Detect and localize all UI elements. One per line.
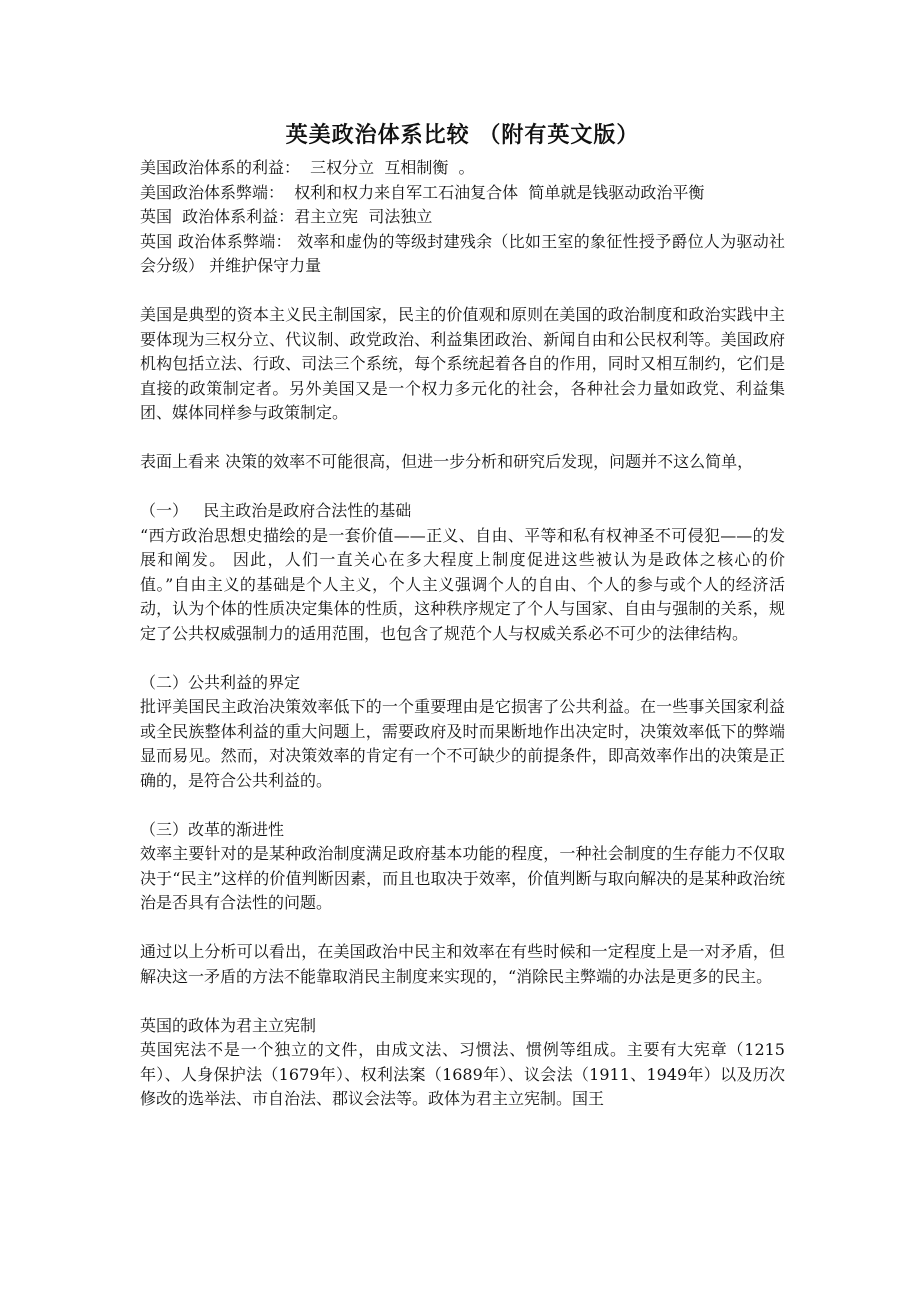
section1-body: “西方政治思想史描绘的是一套价值——正义、自由、平等和私有权神圣不可侵犯——的发展和阐发。 因此，人们一直关心在多大程度上制度促进这些被认为是政体之核心的价值。”自由主义的基础是个人主义，个人主义强调个人的自由、个人的参与或个人的经济活动，认为个体的性质决定集体的性质，这种秩序规定了个人与国家、自由与强制的关系，规定了公共权威强制力的适用范围，也包含了规范个人与权威关系必不可少的法律结构。 (140, 525, 785, 643)
spacer (140, 646, 785, 671)
summary-uk-drawbacks: 英国 政治体系弊端： 效率和虚伪的等级封建残余（比如王室的象征性授予爵位人为驱动社会分级） 并维护保守力量 (140, 231, 785, 275)
document-title: 英美政治体系比较 （附有英文版） (285, 123, 640, 148)
section3-heading: （三）改革的渐进性 (140, 819, 285, 839)
summary-uk-benefits: 英国 政治体系利益：君主立宪 司法独立 (140, 207, 433, 226)
spacer (140, 426, 785, 451)
uk-section-heading: 英国的政体为君主立宪制 (140, 1015, 317, 1035)
section3-body: 效率主要针对的是某种政治制度满足政府基本功能的程度，一种社会制度的生存能力不仅取决于“民主”这样的价值判断因素，而且也取决于效率，价值判断与取向解决的是某种政治统治是否具有合法性的问题。 (140, 844, 785, 912)
summary-us-benefits: 美国政治体系的利益： 三权分立 互相制衡 。 (140, 158, 475, 177)
document-page (140, 118, 785, 1112)
summary-us-drawbacks: 美国政治体系弊端： 权利和权力来自军工石油复合体 简单就是钱驱动政治平衡 (140, 182, 705, 202)
section1-heading: （一） 民主政治是政府合法性的基础 (140, 501, 412, 520)
spacer (140, 989, 785, 1014)
spacer (140, 793, 785, 818)
section2-body: 批评美国民主政治决策效率低下的一个重要理由是它损害了公共利益。在一些事关国家利益或全民族整体利益的重大问题上，需要政府及时而果断地作出决定时，决策效率低下的弊端显而易见。然而，对决策效率的肯定有一个不可缺少的前提条件，即高效率作出的决策是正确的，是符合公共利益的。 (140, 697, 785, 790)
conclusion-paragraph: 通过以上分析可以看出，在美国政治中民主和效率在有些时候和一定程度上是一对矛盾，但解决这一矛盾的方法不能靠取消民主制度来实现的，“消除民主弊端的办法是更多的民主。 (140, 942, 785, 986)
spacer (140, 475, 785, 500)
uk-section-body: 英国宪法不是一个独立的文件，由成文法、习惯法、惯例等组成。主要有大宪章（1215年）、人身保护法（1679年）、权利法案（1689年）、议会法（1911、1949年）以及历次修改的选举法、市自治法、郡议会法等。政体为君主立宪制。国王 (140, 1040, 785, 1108)
section2-heading: （二）公共利益的界定 (140, 672, 301, 692)
intro-paragraph: 美国是典型的资本主义民主制国家，民主的价值观和原则在美国的政治制度和政治实践中主要体现为三权分立、代议制、政党政治、利益集团政治、新闻自由和公民权利等。美国政府机构包括立法、行政、司法三个系统，每个系统起着各自的作用，同时又相互制约，它们是直接的政策制定者。另外美国又是一个权力多元化的社会，各种社会力量如政党、利益集团、媒体同样参与政策制定。 (140, 305, 785, 422)
spacer (140, 916, 785, 941)
surface-paragraph: 表面上看来 决策的效率不可能很高，但进一步分析和研究后发现，问题并不这么简单， (140, 452, 754, 471)
spacer (140, 279, 785, 304)
